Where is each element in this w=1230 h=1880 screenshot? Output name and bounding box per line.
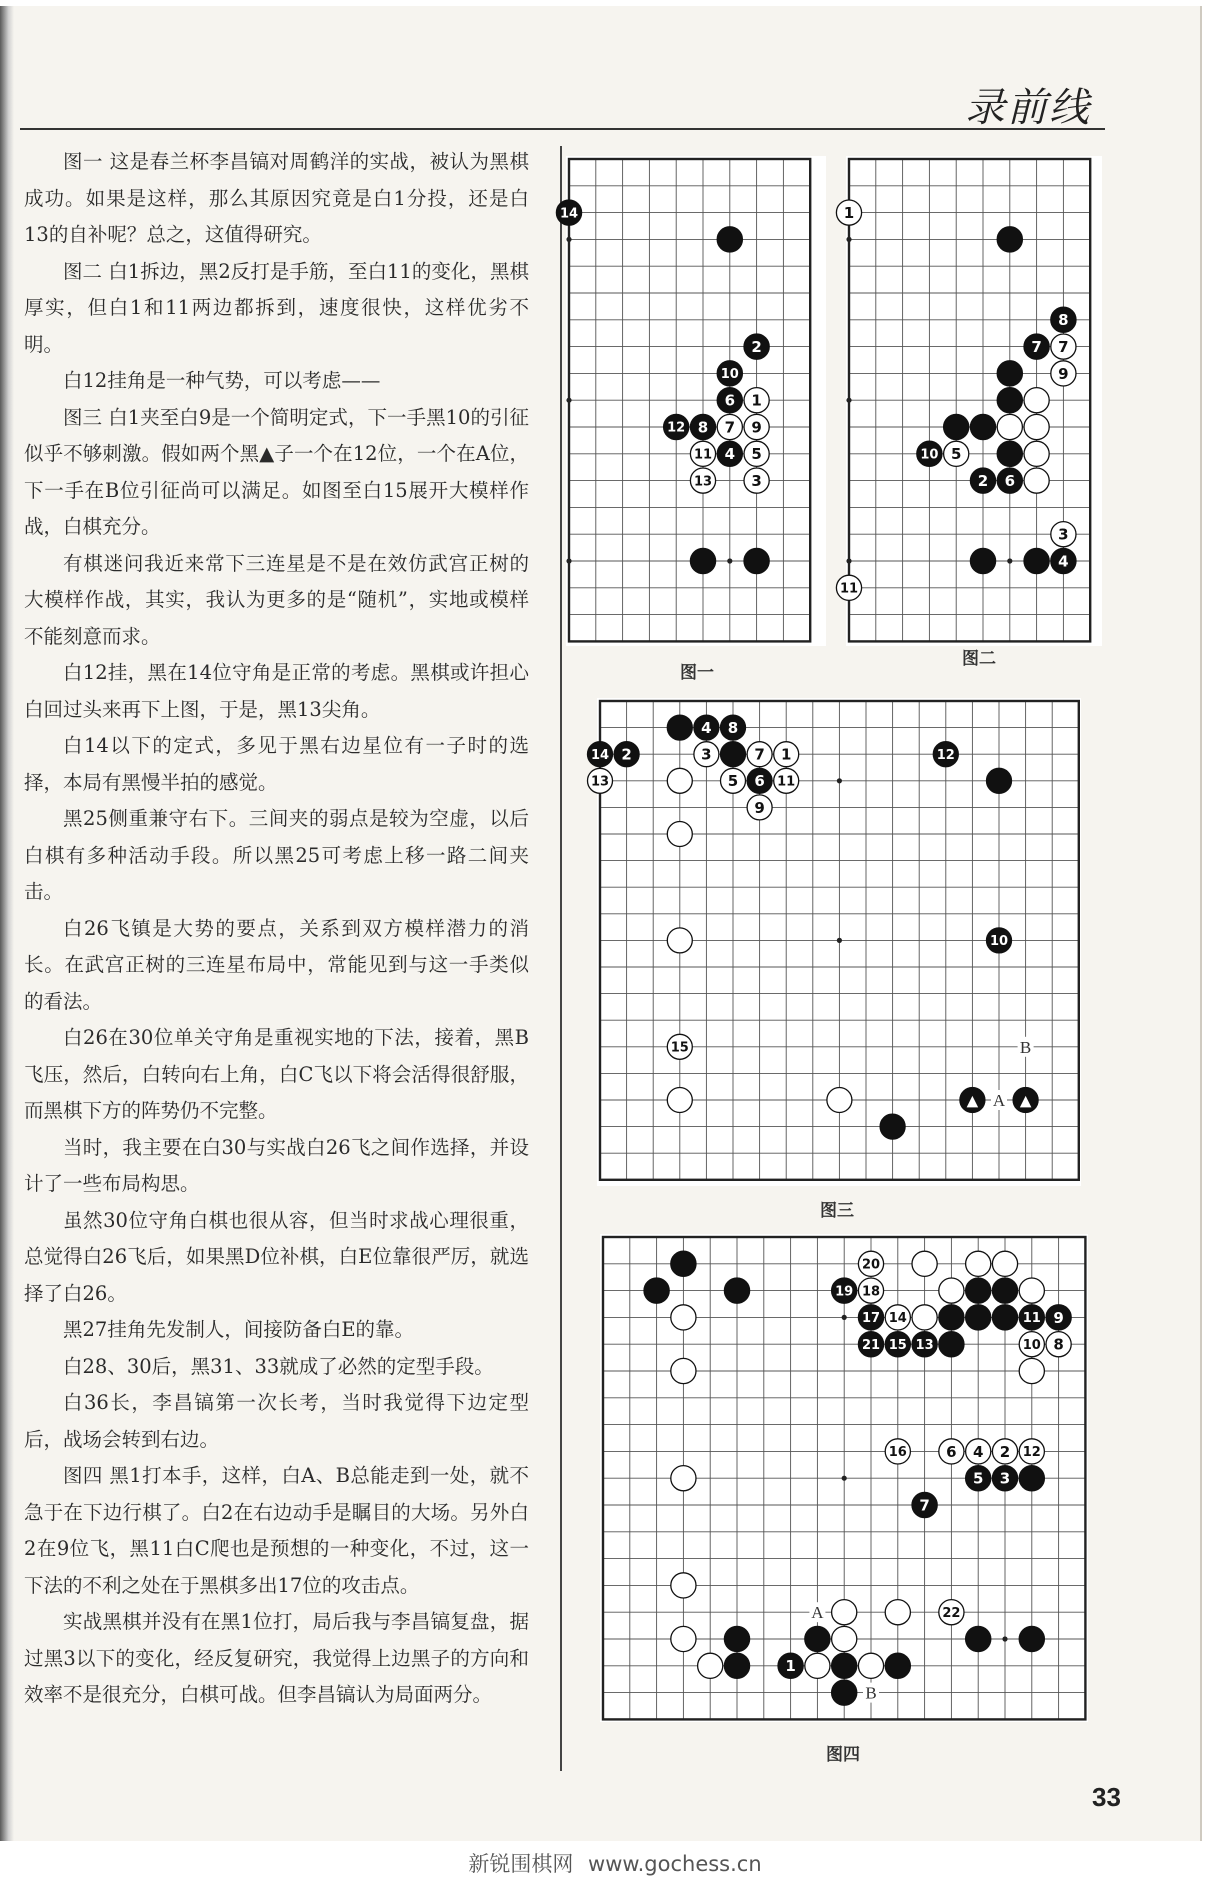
black-stone	[986, 768, 1011, 793]
star-point	[846, 237, 851, 242]
star-point	[566, 237, 571, 242]
black-stone	[644, 1278, 669, 1303]
stone-move-number: ▲	[966, 1091, 979, 1110]
star-point	[846, 398, 851, 403]
stone-move-number: 3	[999, 1469, 1011, 1488]
star-point	[1007, 558, 1012, 563]
go-diagram-2	[839, 156, 1102, 646]
stone-move-number: 21	[861, 1337, 881, 1353]
black-stone	[997, 441, 1022, 466]
black-stone	[720, 742, 745, 767]
black-stone	[724, 1626, 749, 1651]
white-stone	[671, 1466, 696, 1491]
footer-url[interactable]: www.gochess.cn	[588, 1852, 762, 1876]
white-stone	[912, 1251, 937, 1276]
paragraph: 图四 黑1打本手，这样，白A、B总能走到一处，就不急于在下边行棋了。白2在右边动手是瞩目的大场。另外白2在9位飞，黑11白C爬也是预想的一种变化，不过，这一下法的不利之处在于黑棋多出17位的攻击点。	[24, 1464, 529, 1597]
stone-move-number: 12	[936, 747, 955, 763]
black-stone	[997, 227, 1022, 252]
watermark-footer	[0, 1848, 1230, 1878]
stone-move-number: 2	[751, 338, 762, 356]
black-stone	[966, 1278, 991, 1303]
diagram-caption: 图三	[820, 1201, 854, 1221]
column-divider	[560, 146, 562, 1771]
black-stone	[970, 414, 995, 439]
star-point	[566, 558, 571, 563]
black-stone	[832, 1680, 857, 1705]
white-stone	[939, 1278, 964, 1303]
book-page	[0, 6, 1202, 1841]
white-stone	[912, 1305, 937, 1330]
black-stone	[1019, 1466, 1044, 1491]
white-stone	[667, 928, 692, 953]
paragraph: 有棋迷问我近来常下三连星是不是在效仿武宫正树的大模样作战，其实，我认为更多的是“随机”，实地或模样不能刻意而求。	[24, 551, 529, 648]
stone-move-number: ▲	[1019, 1091, 1032, 1110]
black-stone	[944, 414, 969, 439]
stone-move-number: 17	[861, 1311, 881, 1327]
stone-move-number: 7	[754, 745, 765, 764]
stone-move-number: 10	[920, 447, 939, 463]
board-label: A	[811, 1603, 824, 1623]
section-header-title: 录前线	[965, 85, 1091, 131]
paragraph: 黑25侧重兼守右下。三间夹的弱点是较为空虚，以后白棋有多种活动手段。所以黑25可考虑上移一路二间夹击。	[24, 807, 529, 903]
stone-move-number: 7	[724, 418, 736, 437]
stone-move-number: 7	[1058, 338, 1069, 356]
stone-move-number: 5	[950, 445, 962, 464]
black-stone	[997, 388, 1022, 413]
star-point	[846, 558, 851, 563]
stone-move-number: 6	[754, 772, 765, 791]
stone-move-number: 2	[977, 472, 989, 490]
stone-move-number: 14	[590, 747, 610, 763]
black-stone	[992, 1305, 1017, 1330]
white-stone	[698, 1653, 723, 1678]
white-stone	[671, 1573, 696, 1598]
white-stone	[1019, 1278, 1044, 1303]
board-label: A	[992, 1091, 1006, 1110]
stone-move-number: 1	[780, 745, 792, 764]
star-point	[566, 398, 571, 403]
stone-move-number: 15	[670, 1040, 689, 1056]
paragraph: 白28、30后，黑31、33就成了必然的定型手段。	[63, 1354, 494, 1378]
white-stone	[827, 1087, 852, 1112]
paragraph: 图三 白1夹至白9是一个简明定式，下一手黑10的引征似乎不够刺激。假如两个黑▲子一个在12位，一个在A位，下一手在B位引征尚可以满足。如图至白15展开大模样作战，白棋充分。	[24, 405, 529, 538]
white-stone	[1024, 468, 1049, 493]
stone-move-number: 10	[1022, 1337, 1041, 1353]
black-stone	[744, 548, 769, 573]
black-stone	[885, 1653, 910, 1678]
stone-move-number: 9	[1053, 1308, 1064, 1327]
stone-move-number: 4	[701, 719, 712, 737]
stone-move-number: 4	[724, 445, 736, 464]
paragraph: 虽然30位守角白棋也很从容，但当时求战心理很重，总觉得白26飞后，如果黑D位补棋，白E位靠很严厉，就选择了白26。	[24, 1208, 529, 1305]
paragraph: 白14以下的定式，多见于黑右边星位有一子时的选择，本局有黑慢半拍的感觉。	[24, 734, 529, 794]
stone-move-number: 13	[693, 474, 713, 490]
paragraph: 白12挂角是一种气势，可以考虑——	[63, 369, 381, 392]
star-point	[842, 1476, 847, 1481]
stone-move-number: 3	[1058, 525, 1069, 544]
stone-move-number: 5	[972, 1469, 984, 1488]
black-stone	[939, 1332, 964, 1357]
stone-move-number: 3	[751, 472, 762, 490]
white-stone	[966, 1251, 991, 1276]
stone-move-number: 12	[667, 420, 686, 436]
stone-move-number: 10	[989, 934, 1009, 950]
stone-move-number: 9	[754, 798, 765, 817]
stone-move-number: 4	[972, 1442, 984, 1461]
stone-move-number: 19	[835, 1284, 854, 1300]
stone-move-number: 8	[697, 418, 709, 437]
paragraph: 图一 这是春兰杯李昌镐对周鹤洋的实战，被认为黑棋成功。如果是这样，那么其原因究竟是白1分投，还是白13的自补呢？总之，这值得研究。	[24, 150, 529, 246]
stone-move-number: 9	[1058, 364, 1069, 383]
stone-move-number: 5	[751, 445, 762, 464]
black-stone	[966, 1305, 991, 1330]
white-stone	[1019, 1358, 1044, 1383]
stone-move-number: 14	[559, 206, 579, 222]
white-stone	[805, 1653, 830, 1678]
go-diagram-1	[559, 156, 826, 646]
star-point	[837, 778, 842, 783]
stone-move-number: 6	[724, 391, 736, 410]
stone-move-number: 20	[861, 1257, 881, 1273]
black-stone	[1024, 548, 1049, 573]
stone-move-number: 11	[693, 447, 713, 463]
stone-move-number: 1	[751, 391, 762, 410]
star-point	[837, 938, 842, 943]
black-stone	[939, 1305, 964, 1330]
white-stone	[667, 821, 692, 846]
stone-move-number: 11	[777, 774, 796, 790]
black-stone	[992, 1278, 1017, 1303]
header-rule	[20, 128, 1105, 130]
black-stone	[724, 1653, 749, 1678]
page-number: 33	[1092, 1782, 1121, 1812]
stone-move-number: 4	[1058, 552, 1069, 571]
white-stone	[671, 1358, 696, 1383]
stone-move-number: 3	[701, 745, 712, 764]
stone-move-number: 2	[621, 745, 632, 764]
stone-move-number: 15	[888, 1337, 907, 1353]
paragraph: 图二 白1拆边，黑2反打是手筋，至白11的变化，黑棋厚实，但白1和11两边都拆到，速度很快，这样优劣不明。	[24, 259, 529, 356]
star-point	[1002, 1636, 1007, 1641]
white-stone	[1024, 441, 1049, 466]
black-stone	[667, 715, 692, 740]
black-stone	[880, 1114, 905, 1139]
black-stone	[1019, 1626, 1044, 1651]
stone-move-number: 14	[888, 1311, 907, 1327]
paragraph: 白26飞镇是大势的要点，关系到双方模样潜力的消长。在武宫正树的三连星布局中，常能见到与这一手类似的看法。	[24, 916, 529, 1013]
black-stone	[966, 1626, 991, 1651]
black-stone	[690, 548, 715, 573]
white-stone	[885, 1600, 910, 1625]
diagram-caption: 图二	[962, 649, 996, 669]
white-stone	[832, 1626, 857, 1651]
stone-move-number: 11	[839, 581, 859, 597]
stone-move-number: 12	[1022, 1445, 1041, 1461]
diagram-caption: 图一	[680, 663, 714, 683]
stone-move-number: 11	[1022, 1311, 1041, 1327]
page-binding-shadow	[0, 6, 14, 1841]
footer-site-name: 新锐围棋网	[468, 1852, 574, 1876]
stone-move-number: 5	[727, 772, 739, 791]
black-stone	[717, 227, 742, 252]
stone-move-number: 6	[1004, 472, 1016, 490]
stone-move-number: 8	[1053, 1335, 1064, 1354]
stone-move-number: 9	[751, 418, 762, 437]
stone-move-number: 7	[919, 1496, 930, 1515]
white-stone	[832, 1600, 857, 1625]
white-stone	[1024, 414, 1049, 439]
paragraph: 实战黑棋并没有在黑1位打，局后我与李昌镐复盘，据过黑3以下的变化，经反复研究，我觉得上边黑子的方向和效率不是很充分，白棋可战。但李昌镐认为局面两分。	[24, 1610, 529, 1706]
go-diagram-4	[600, 1234, 1088, 1722]
article-text-column	[24, 144, 529, 1714]
stone-move-number: 22	[942, 1605, 961, 1621]
board-label: B	[865, 1683, 877, 1703]
stone-move-number: 2	[999, 1442, 1011, 1461]
black-stone	[832, 1653, 857, 1678]
stone-move-number: 1	[785, 1657, 796, 1676]
go-diagram-3	[590, 698, 1081, 1186]
stone-move-number: 1	[843, 204, 855, 222]
board-label: B	[1019, 1037, 1032, 1057]
stone-move-number: 7	[1031, 338, 1042, 356]
white-stone	[667, 768, 692, 793]
star-point	[727, 558, 732, 563]
black-stone	[724, 1278, 749, 1303]
stone-move-number: 16	[888, 1445, 907, 1461]
white-stone	[858, 1653, 883, 1678]
stone-move-number: 13	[915, 1337, 934, 1353]
stone-move-number: 6	[946, 1442, 957, 1461]
paragraph: 黑27挂角先发制人，间接防备白E的靠。	[63, 1318, 415, 1341]
white-stone	[1024, 388, 1049, 413]
stone-move-number: 18	[861, 1284, 881, 1300]
white-stone	[671, 1626, 696, 1651]
star-point	[842, 1315, 847, 1320]
white-stone	[997, 414, 1022, 439]
paragraph: 当时，我主要在白30与实战白26飞之间作选择，并设计了一些布局构思。	[24, 1135, 529, 1195]
black-stone	[997, 361, 1022, 386]
stone-move-number: 8	[727, 719, 739, 737]
black-stone	[671, 1251, 696, 1276]
white-stone	[671, 1305, 696, 1330]
diagram-caption: 图四	[826, 1745, 860, 1765]
white-stone	[992, 1251, 1017, 1276]
paragraph: 白26在30位单关守角是重视实地的下法，接着，黑B飞压，然后，白转向右上角，白C飞以下将会活得很舒服，而黑棋下方的阵势仍不完整。	[24, 1026, 529, 1122]
paragraph: 白12挂，黑在14位守角是正常的考虑。黑棋或许担心白回过头来再下上图，于是，黑13尖角。	[24, 661, 529, 721]
black-stone	[805, 1626, 830, 1651]
stone-move-number: 10	[720, 367, 739, 383]
paragraph: 白36长，李昌镐第一次长考，当时我觉得下边定型后，战场会转到右边。	[24, 1391, 529, 1451]
black-stone	[970, 548, 995, 573]
white-stone	[667, 1087, 692, 1112]
stone-move-number: 8	[1058, 311, 1069, 330]
stone-move-number: 13	[590, 774, 610, 790]
